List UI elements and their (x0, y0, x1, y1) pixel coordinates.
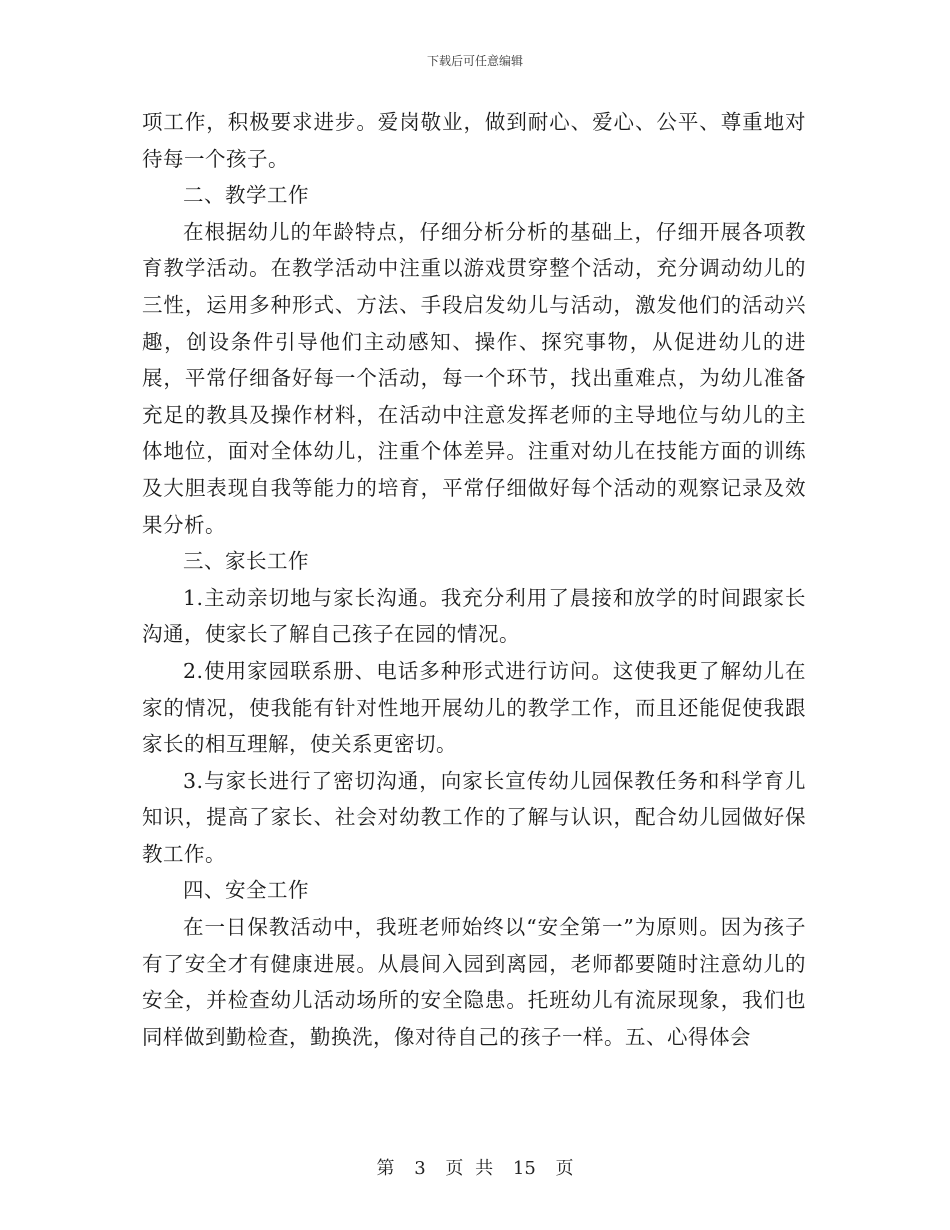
section-heading-teaching: 二、教学工作 (183, 183, 309, 208)
paragraph-parents-1: 1.主动亲切地与家长沟通。我充分利用了晨接和放学的时间跟家长沟通，使家长了解自己孩子在园的情况。 (142, 585, 806, 647)
section-heading-safety: 四、安全工作 (183, 878, 309, 903)
document-body (142, 104, 806, 1055)
paragraph-safety: 在一日保教活动中，我班老师始终以“安全第一”为原则。因为孩子有了安全才有健康进展。从晨间入园到离园，老师都要随时注意幼儿的安全，并检查幼儿活动场所的安全隐患。托班幼儿有流尿现象，我们也同样做到勤检查，勤换洗，像对待自己的孩子一样。五、心得体会 (142, 915, 806, 1049)
paragraph-parents-3: 3.与家长进行了密切沟通，向家长宣传幼儿园保教任务和科学育儿知识，提高了家长、社会对幼教工作的了解与认识，配合幼儿园做好保教工作。 (142, 768, 806, 866)
footer-suffix: 页 (555, 1158, 574, 1179)
page-footer (0, 1154, 950, 1180)
page-header: 下载后可任意编辑 (426, 54, 523, 68)
paragraph-continuation: 项工作，积极要求进步。爱岗敬业，做到耐心、爱心、公平、尊重地对待每一个孩子。 (142, 110, 806, 171)
footer-current-page: 3 (414, 1158, 426, 1179)
paragraph-teaching: 在根据幼儿的年龄特点，仔细分析分析的基础上，仔细开展各项教育教学活动。在教学活动中注重以游戏贯穿整个活动，充分调动幼儿的三性，运用多种形式、方法、手段启发幼儿与活动，激发他们的活动兴趣，创设条件引导他们主动感知、操作、探究事物，从促进幼儿的进展，平常仔细备好每一个活动，每一个环节，找出重难点，为幼儿准备充足的教具及操作材料，在活动中注意发挥老师的主导地位与幼儿的主体地位，面对全体幼儿，注重个体差异。注重对幼儿在技能方面的训练及大胆表现自我等能力的培育，平常仔细做好每个活动的观察记录及效果分析。 (142, 219, 806, 537)
section-heading-parents: 三、家长工作 (183, 549, 309, 574)
footer-middle: 页 共 (445, 1158, 494, 1179)
footer-prefix: 第 (376, 1158, 395, 1179)
footer-total-pages: 15 (512, 1158, 536, 1179)
paragraph-parents-2: 2.使用家园联系册、电话多种形式进行访问。这使我更了解幼儿在家的情况，使我能有针对性地开展幼儿的教学工作，而且还能促使我跟家长的相互理解，使关系更密切。 (142, 658, 806, 757)
